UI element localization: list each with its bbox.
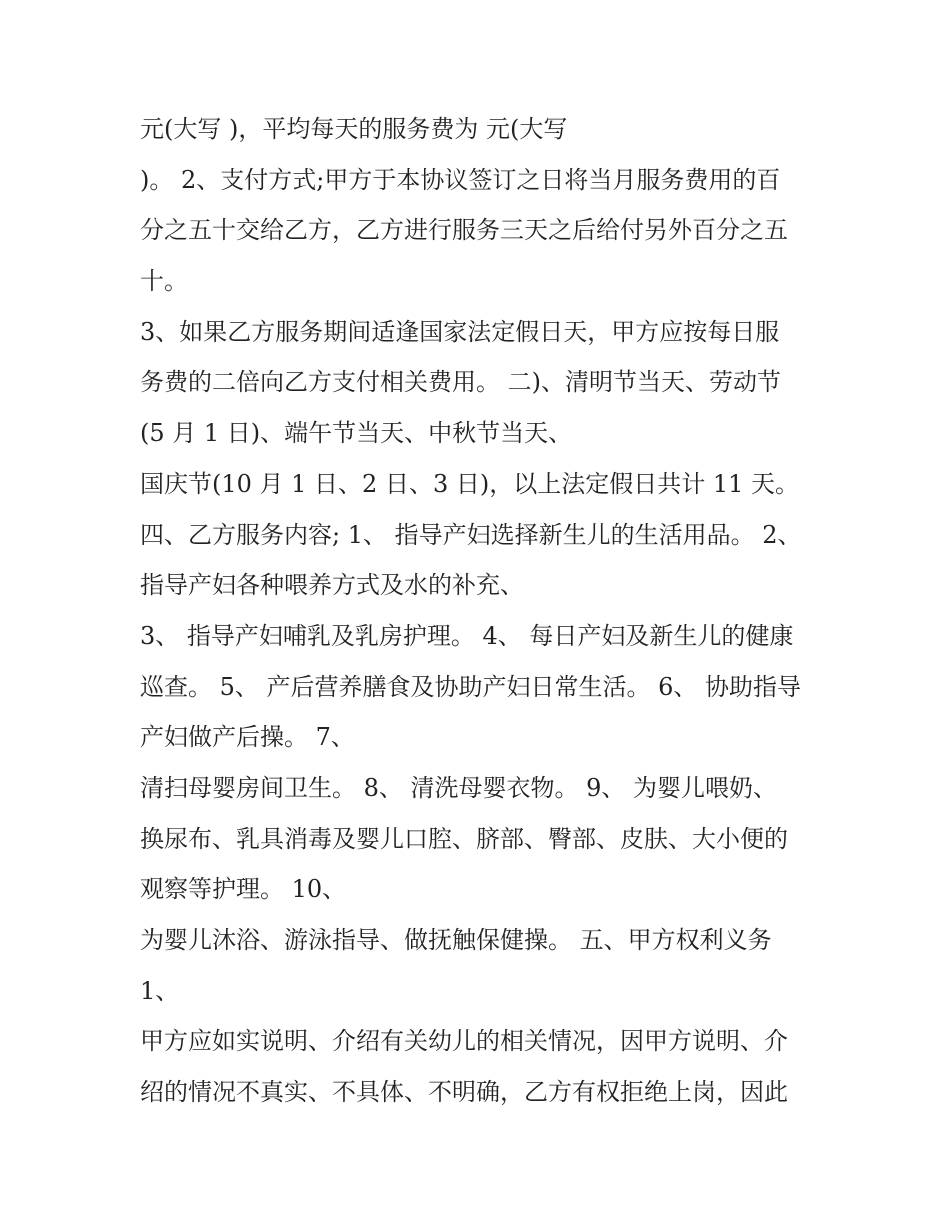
text-line: 四、乙方服务内容; 1、 指导产妇选择新生儿的生活用品。 2、 bbox=[140, 520, 802, 549]
document-body bbox=[140, 110, 830, 1124]
text-line: 甲方应如实说明、介绍有关幼儿的相关情况，因甲方说明、介 bbox=[140, 1027, 788, 1056]
text-line: 国庆节(10 月 1 日、2 日、3 日)，以上法定假日共计 11 天。 bbox=[140, 469, 800, 498]
text-line: 务费的二倍向乙方支付相关费用。 二)、清明节当天、劳动节 bbox=[140, 368, 781, 397]
text-line: )。 2、支付方式;甲方于本协议签订之日将当月服务费用的百 bbox=[140, 165, 781, 194]
text-line: 观察等护理。 10、 bbox=[140, 875, 347, 904]
text-line: 绍的情况不真实、不具体、不明确，乙方有权拒绝上岗，因此 bbox=[140, 1078, 788, 1107]
text-line: 分之五十交给乙方，乙方进行服务三天之后给付另外百分之五 bbox=[140, 216, 788, 245]
text-line: 巡查。 5、 产后营养膳食及协助产妇日常生活。 6、 协助指导 bbox=[140, 672, 802, 701]
text-line: 清扫母婴房间卫生。 8、 清洗母婴衣物。 9、 为婴儿喂奶、 bbox=[140, 773, 778, 802]
text-line: 为婴儿沐浴、游泳指导、做抚触保健操。 五、甲方权利义务 bbox=[140, 926, 772, 954]
text-line: 1、 bbox=[140, 976, 180, 1005]
text-line: (5 月 1 日)、端午节当天、中秋节当天、 bbox=[140, 419, 573, 448]
text-line: 指导产妇各种喂养方式及水的补充、 bbox=[140, 571, 524, 600]
text-line: 3、 指导产妇哺乳及乳房护理。 4、 每日产妇及新生儿的健康 bbox=[140, 621, 794, 650]
text-line: 换尿布、乳具消毒及婴儿口腔、脐部、臀部、皮肤、大小便的 bbox=[140, 824, 788, 853]
text-line: 元(大写 )，平均每天的服务费为 元(大写 bbox=[140, 115, 568, 143]
text-line: 十。 bbox=[140, 267, 188, 296]
text-line: 产妇做产后操。 7、 bbox=[140, 723, 355, 752]
text-line: 3、如果乙方服务期间适逢国家法定假日天，甲方应按每日服 bbox=[140, 317, 780, 346]
